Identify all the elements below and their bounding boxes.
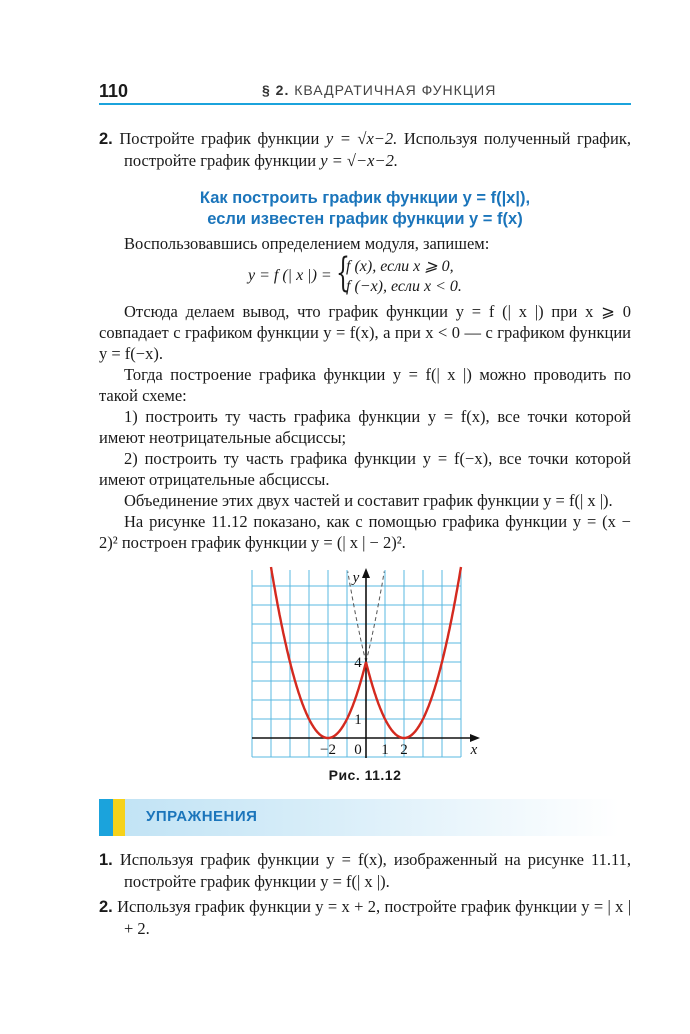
x-axis-label: x	[470, 742, 478, 758]
tick-label-x-neg2: −2	[320, 742, 336, 758]
y-axis-label: y	[352, 570, 360, 586]
exercise-2	[99, 896, 631, 939]
tick-label-x-1: 1	[381, 742, 389, 758]
exercise-1-number: 1.	[99, 851, 113, 869]
section-mark: § 2.	[262, 82, 290, 98]
paragraph-5: 2) построить ту часть графика функции y = f(−x), все точки которой имеют отрицательные абсциссы.	[99, 449, 631, 489]
exercise-1	[99, 849, 631, 892]
tick-label-x-2: 2	[400, 742, 408, 758]
task-2-number: 2.	[99, 130, 113, 148]
figure-caption: Рис. 11.12	[328, 767, 402, 783]
formula-lhs: y = f (| x |) =	[248, 267, 332, 284]
paragraph-4: 1) построить ту часть графика функции y = f(x), все точки которой имеют неотрицательные абсциссы;	[99, 407, 631, 447]
x-axis-arrow	[470, 734, 480, 742]
formula-brace: {	[336, 250, 350, 296]
formula-case-1: f (x), если x ⩾ 0,	[346, 258, 454, 275]
task-2	[99, 128, 631, 171]
header-rule	[99, 103, 631, 105]
exercises-list	[99, 849, 631, 939]
y-axis-arrow	[362, 568, 370, 578]
task-2-line2-a: график, постройте график функции	[124, 129, 631, 170]
intro-paragraph	[99, 233, 631, 254]
exercise-2-number: 2.	[99, 898, 113, 916]
paragraph-6: Объединение этих двух частей и составит график функции y = f(| x |).	[124, 491, 613, 510]
exercises-tab-yellow	[113, 799, 125, 836]
task-2-text	[99, 128, 631, 171]
task-2-formula-1: y = √x−2.	[325, 129, 398, 148]
paragraph-3: Тогда построение графика функции y = f(| x |) можно проводить по такой схеме:	[99, 365, 631, 405]
tick-label-y-1: 1	[354, 712, 362, 728]
function-graph	[250, 566, 482, 762]
body-text	[99, 301, 631, 553]
task-2-line1-b: Используя полученный	[397, 129, 571, 148]
figure-11-12	[250, 566, 482, 762]
paragraph-2: Отсюда делаем вывод, что график функции y = f (| x |) при x ⩾ 0 совпадает с графиком функции y = f(x), а при x < 0 — с графиком функции y = f(−x).	[99, 302, 631, 363]
paragraph-1: Воспользовавшись определением модуля, запишем:	[124, 234, 490, 253]
task-2-line1-a: Постройте график функции	[119, 129, 326, 148]
formula-case-2: f (−x), если x < 0.	[346, 278, 462, 295]
section-heading-line-2: если известен график функции y = f(x)	[207, 210, 523, 228]
tick-label-x-0: 0	[354, 742, 362, 758]
running-head	[262, 82, 496, 98]
page-number: 110	[99, 81, 129, 101]
section-heading-line-1: Как построить график функции y = f(|x|),	[199, 189, 531, 207]
paragraph-7: На рисунке 11.12 показано, как с помощью графика функции y = (x − 2)² построен график функции y = (| x | − 2)².	[99, 512, 631, 552]
dashed-parabola-2	[366, 572, 384, 663]
graph-labels	[320, 570, 478, 758]
task-2-formula-2: y = √−x−2.	[320, 151, 398, 170]
exercises-tab-blue	[99, 799, 113, 836]
section-running-title: КВАДРАТИЧНАЯ ФУНКЦИЯ	[294, 82, 497, 98]
exercise-1-text: Используя график функции y = f(x), изображенный на рисунке 11.11, постройте график функции y = f(| x |).	[119, 850, 632, 891]
exercise-2-text: Используя график функции y = x + 2, постройте график функции y = | x | + 2.	[117, 897, 632, 938]
tick-label-y-4: 4	[354, 655, 362, 671]
exercises-heading: УПРАЖНЕНИЯ	[146, 808, 258, 825]
section-heading	[99, 188, 631, 230]
